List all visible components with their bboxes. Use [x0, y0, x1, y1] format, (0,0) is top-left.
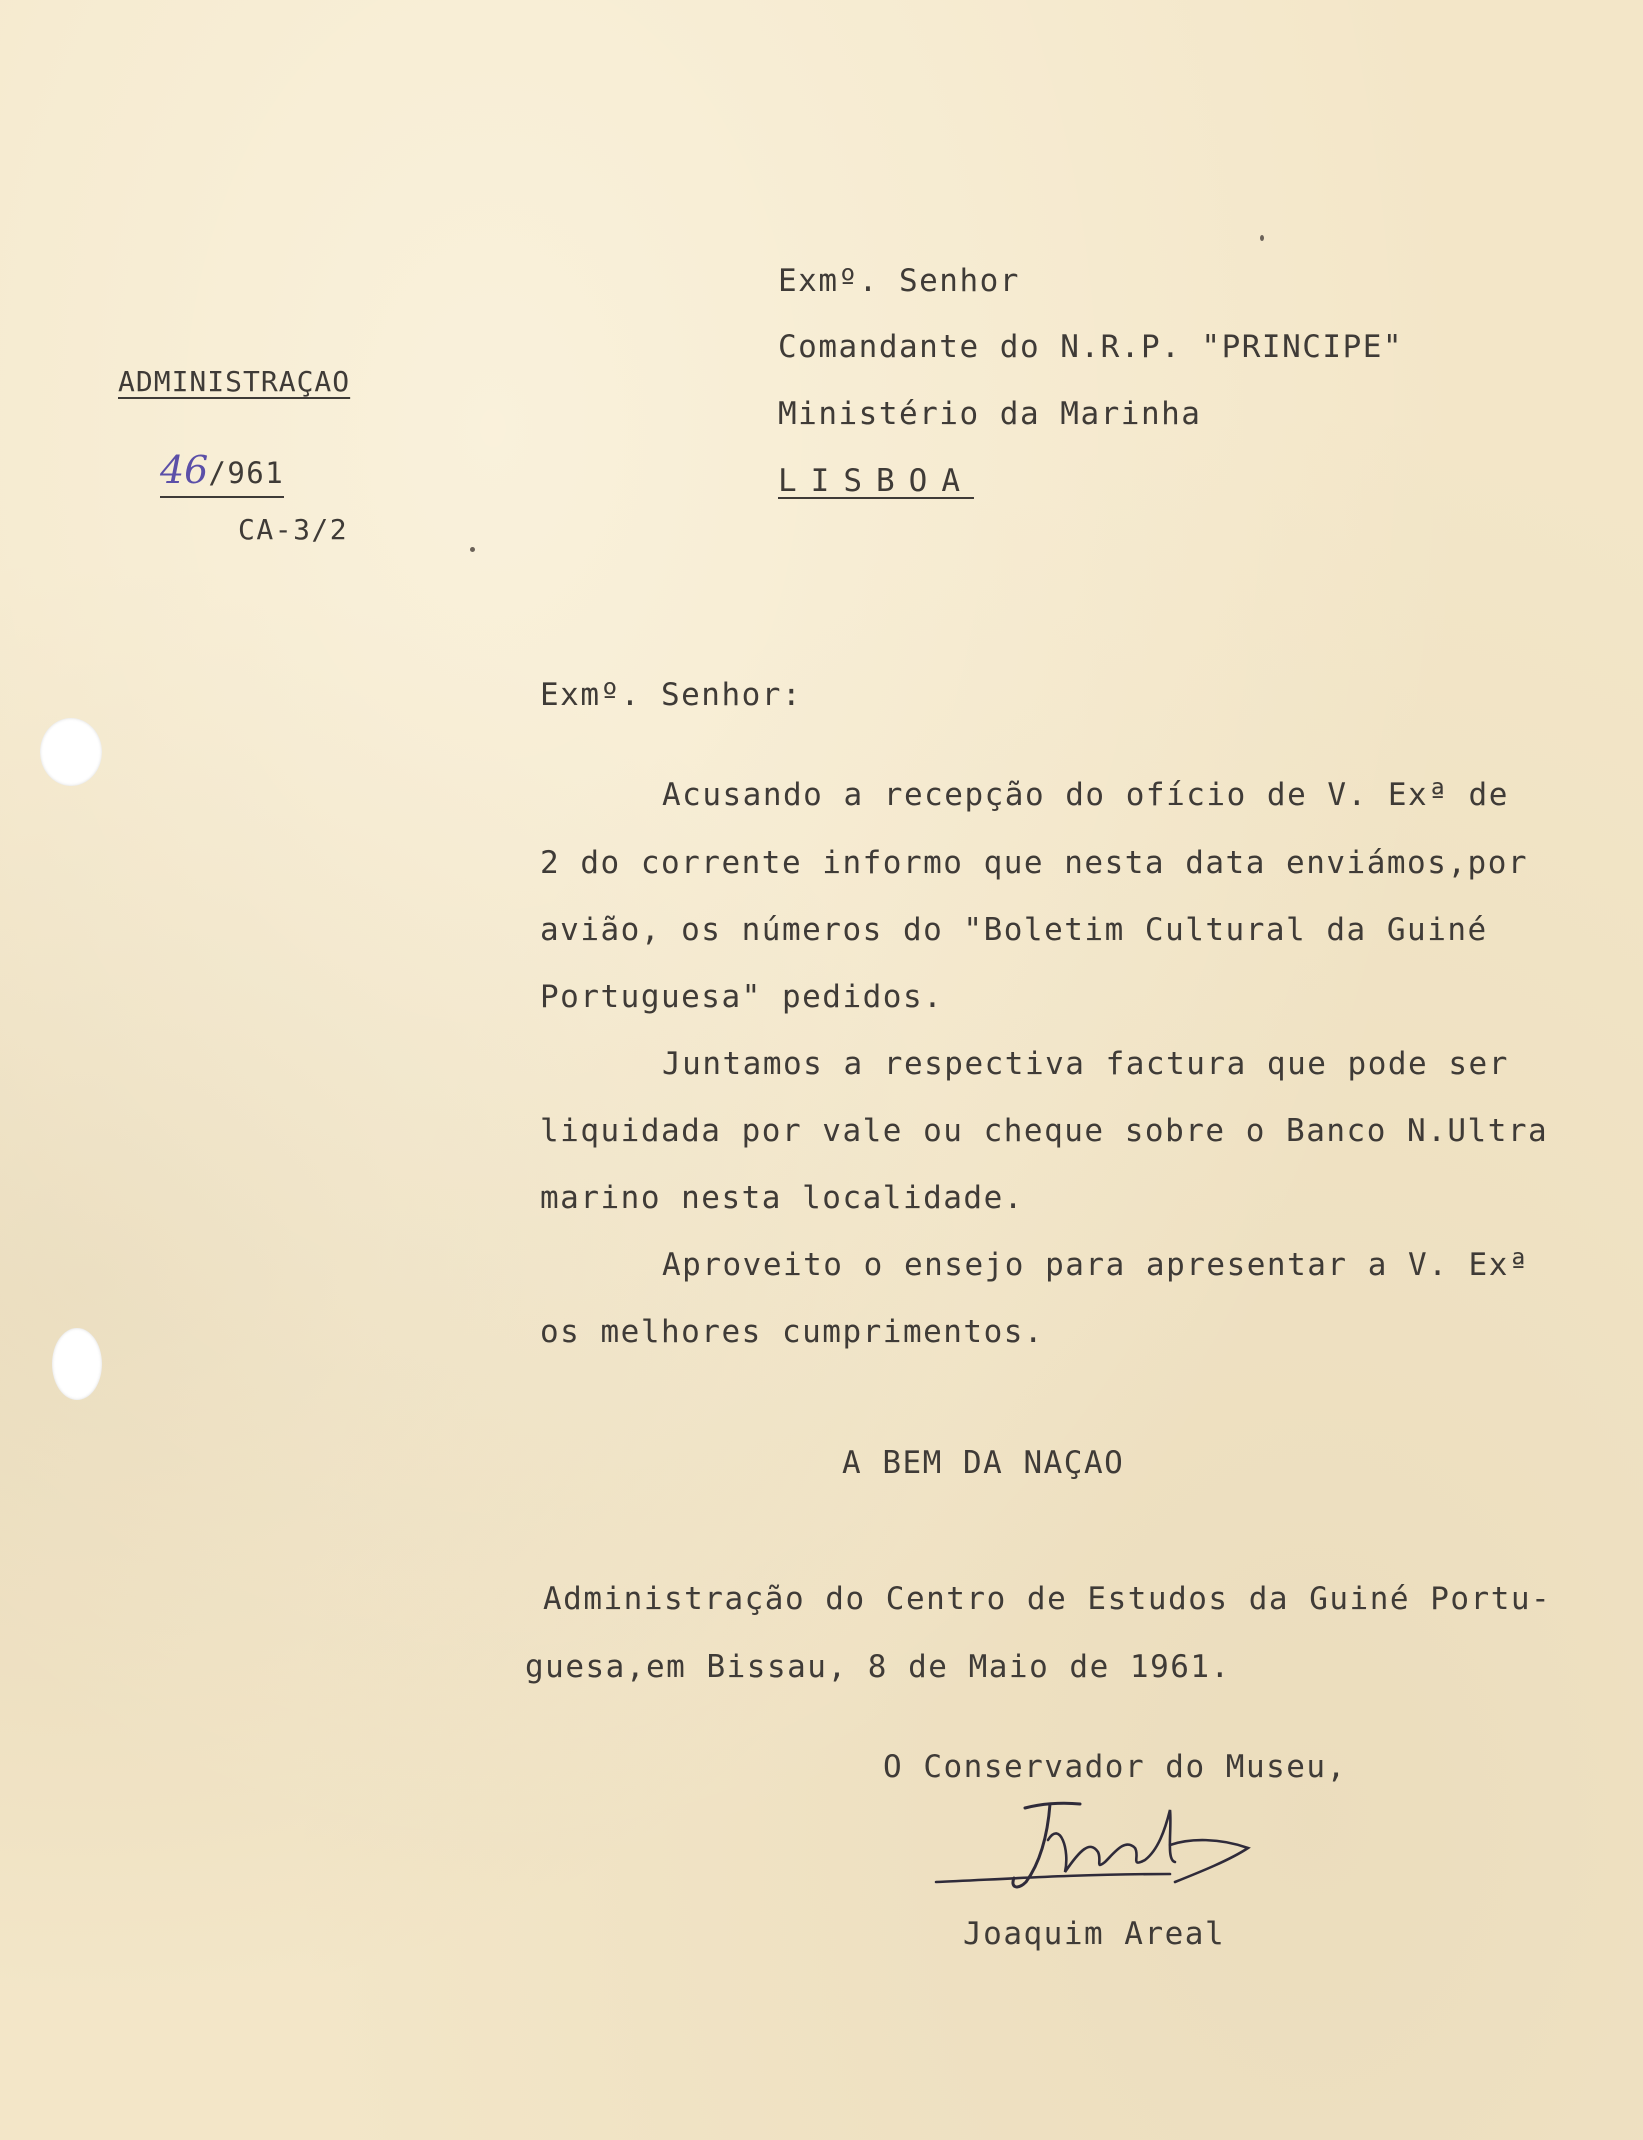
reference-handwritten-number: 46 — [160, 448, 209, 492]
salutation: Exmº. Senhor: — [540, 677, 803, 713]
body-line: 2 do corrente informo que nesta data enviámos,por — [540, 845, 1529, 881]
body-line: Acusando a recepção do ofício de V. Exª de — [662, 777, 1509, 813]
body-line: Portuguesa" pedidos. — [540, 979, 944, 1015]
place-date-line: Administração do Centro de Estudos da Guiné Portu- — [543, 1581, 1552, 1617]
reference-year: /961 — [208, 456, 285, 490]
body-line: Juntamos a respectiva factura que pode ser — [662, 1046, 1509, 1082]
punch-hole-top — [40, 718, 102, 786]
body-line: marino nesta localidade. — [540, 1180, 1024, 1216]
body-line: Aproveito o ensejo para apresentar a V. Exª — [662, 1247, 1530, 1283]
place-date-line: guesa,em Bissau, 8 de Maio de 1961. — [525, 1649, 1231, 1685]
handwritten-signature — [930, 1790, 1270, 1900]
addressee-city: LISBOA — [778, 463, 974, 499]
punch-hole-bottom — [52, 1328, 102, 1400]
body-line: liquidada por vale ou cheque sobre o Banco N.Ultra — [540, 1113, 1549, 1149]
paper-speck — [470, 547, 475, 552]
signatory-name: Joaquim Areal — [963, 1916, 1226, 1952]
addressee-line-1: Exmº. Senhor — [778, 263, 1020, 299]
addressee-line-3: Ministério da Marinha — [778, 396, 1202, 432]
paper-speck — [1260, 235, 1264, 241]
file-code: CA-3/2 — [238, 513, 349, 546]
signatory-title: O Conservador do Museu, — [883, 1749, 1347, 1785]
body-line: avião, os números do "Boletim Cultural da Guiné — [540, 912, 1488, 948]
reference-number — [160, 448, 284, 498]
department-label: ADMINISTRAÇAO — [118, 365, 351, 398]
addressee-line-2: Comandante do N.R.P. "PRINCIPE" — [778, 329, 1404, 365]
closing-motto: A BEM DA NAÇAO — [842, 1445, 1125, 1481]
body-line: os melhores cumprimentos. — [540, 1314, 1045, 1350]
